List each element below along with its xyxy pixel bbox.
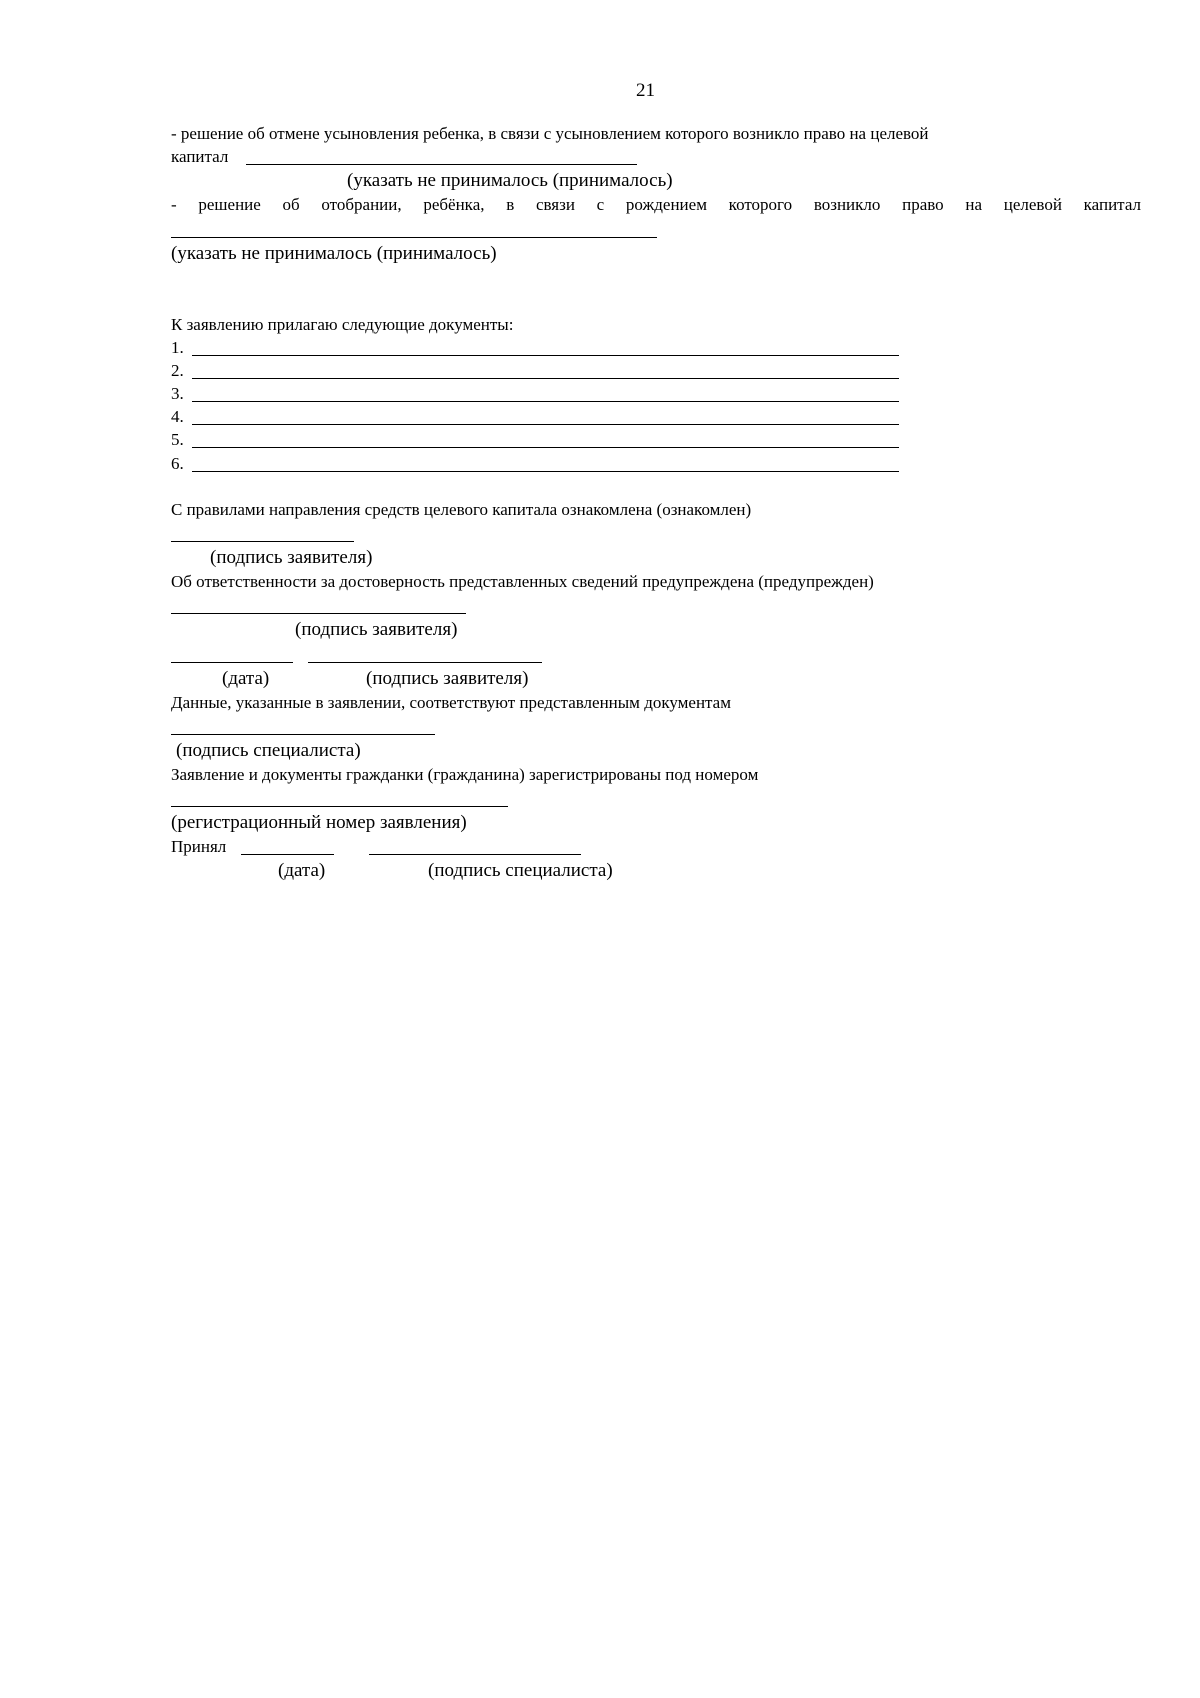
attachment-field-5[interactable] bbox=[192, 447, 899, 448]
accepted-label: Принял bbox=[171, 837, 227, 856]
responsibility-text: Об ответственности за достоверность представленных сведений предупреждена (предупрежден) bbox=[171, 572, 874, 591]
data-match-text: Данные, указанные в заявлении, соответствуют представленным документам bbox=[171, 693, 731, 712]
rules-signature-hint: (подпись заявителя) bbox=[210, 547, 373, 568]
adoption-decision-hint: (указать не принималось (принималось) bbox=[347, 170, 673, 191]
accepted-signature-hint: (подпись специалиста) bbox=[428, 860, 613, 881]
attachment-field-4[interactable] bbox=[192, 424, 899, 425]
attachment-field-1[interactable] bbox=[192, 355, 899, 356]
adoption-decision-text: - решение об отмене усыновления ребенка, в связи с усыновлением которого возникло право на целевой bbox=[171, 124, 929, 143]
attachment-field-6[interactable] bbox=[192, 471, 899, 472]
rules-signature-field[interactable] bbox=[171, 541, 354, 542]
attachment-field-2[interactable] bbox=[192, 378, 899, 379]
adoption-decision-field[interactable] bbox=[246, 164, 637, 165]
rules-acknowledgement-text: С правилами направления средств целевого капитала ознакомлена (ознакомлен) bbox=[171, 500, 752, 519]
applicant-signature-field[interactable] bbox=[308, 662, 542, 663]
attachments-intro: К заявлению прилагаю следующие документы: bbox=[171, 315, 514, 334]
responsibility-signature-hint: (подпись заявителя) bbox=[295, 619, 458, 640]
attachment-number: 3. bbox=[171, 384, 184, 403]
registration-text: Заявление и документы гражданки (гражданина) зарегистрированы под номером bbox=[171, 765, 759, 784]
attachment-number: 5. bbox=[171, 430, 184, 449]
removal-decision-hint: (указать не принималось (принималось) bbox=[171, 243, 497, 264]
applicant-date-hint: (дата) bbox=[222, 668, 270, 689]
attachment-number: 2. bbox=[171, 361, 184, 380]
removal-decision-text: - решение об отобрании, ребёнка, в связи с рождением которого возникло право на целевой капитал bbox=[171, 195, 1141, 214]
adoption-decision-capital-label: капитал bbox=[171, 147, 229, 166]
applicant-signature-hint: (подпись заявителя) bbox=[366, 668, 529, 689]
attachment-number: 1. bbox=[171, 338, 184, 357]
applicant-date-field[interactable] bbox=[171, 662, 293, 663]
registration-number-hint: (регистрационный номер заявления) bbox=[171, 812, 467, 833]
page-number: 21 bbox=[636, 80, 655, 101]
attachment-field-3[interactable] bbox=[192, 401, 899, 402]
accepted-date-hint: (дата) bbox=[278, 860, 326, 881]
registration-number-field[interactable] bbox=[171, 806, 508, 807]
attachment-number: 4. bbox=[171, 407, 184, 426]
accepted-signature-field[interactable] bbox=[369, 854, 581, 855]
accepted-date-field[interactable] bbox=[241, 854, 334, 855]
removal-decision-field[interactable] bbox=[171, 237, 657, 238]
attachment-number: 6. bbox=[171, 454, 184, 473]
data-match-signature-hint: (подпись специалиста) bbox=[176, 740, 361, 761]
responsibility-signature-field[interactable] bbox=[171, 613, 466, 614]
data-match-signature-field[interactable] bbox=[171, 734, 435, 735]
